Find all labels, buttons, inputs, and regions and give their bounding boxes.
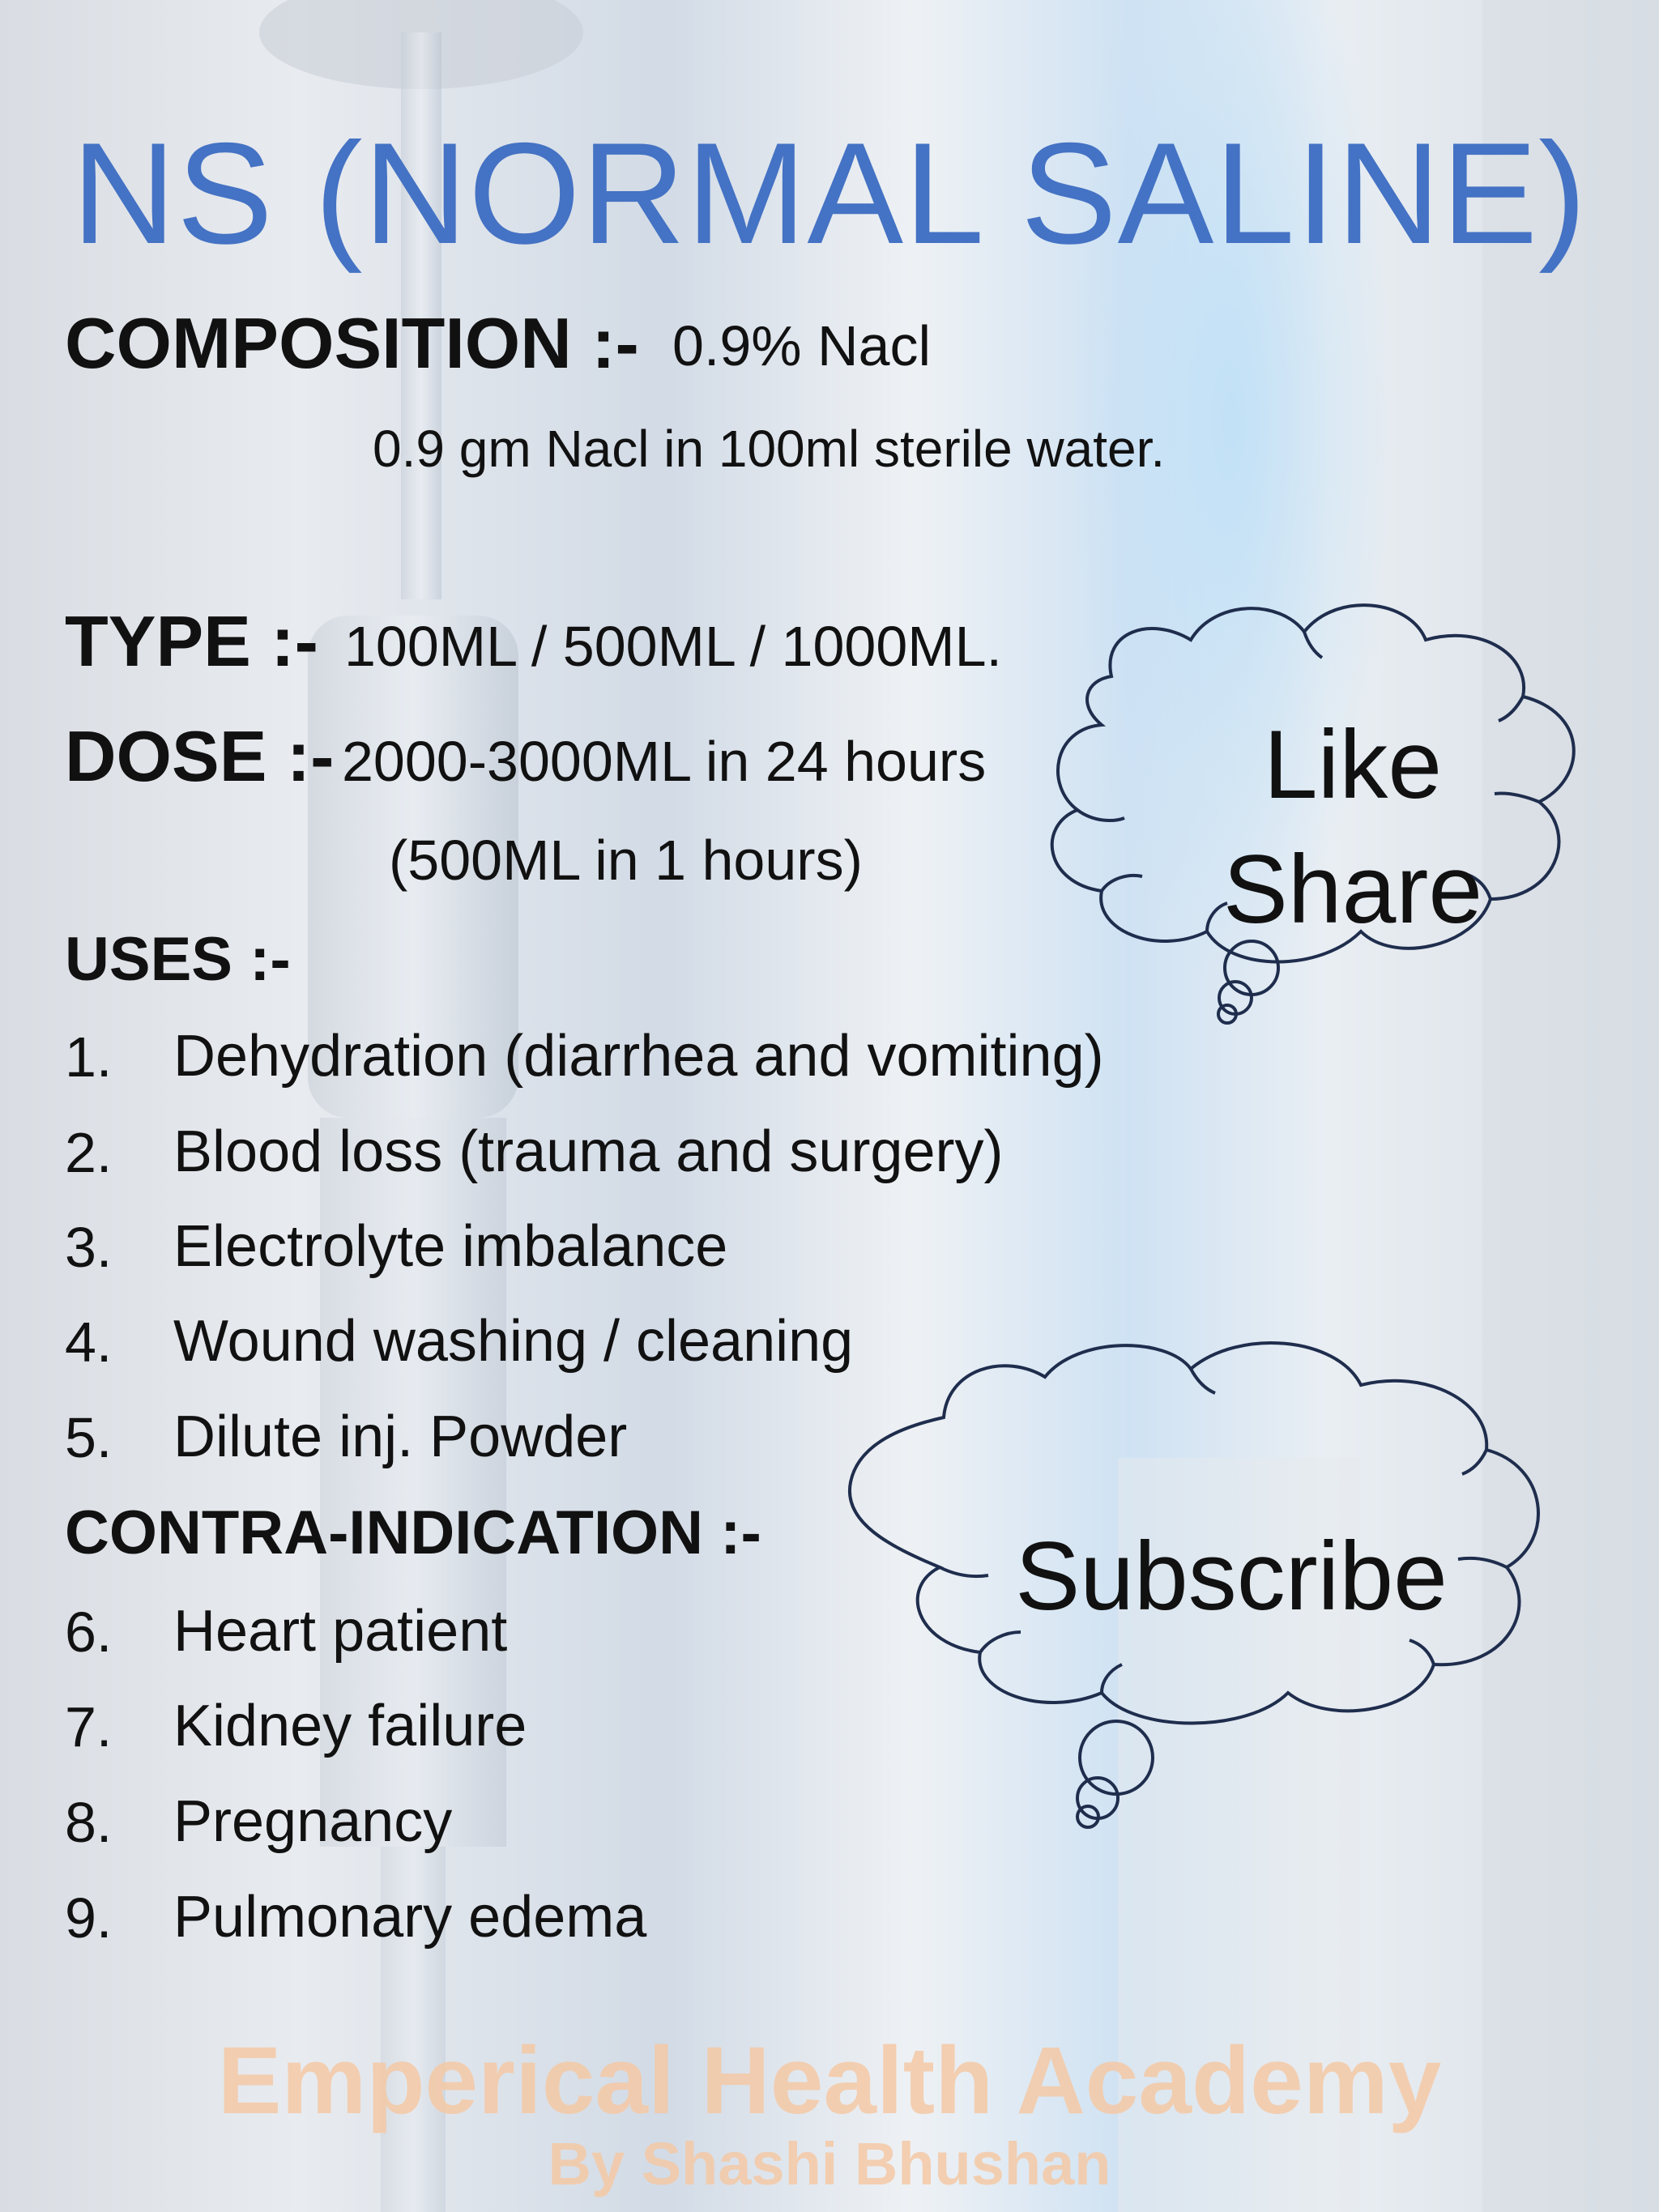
list-item-text: Pulmonary edema xyxy=(173,1885,647,1950)
list-item-text: Dilute inj. Powder xyxy=(173,1404,628,1469)
watermark-title: Emperical Health Academy xyxy=(217,2027,1442,2134)
list-number: 8. xyxy=(65,1791,113,1854)
page-title: NS (NORMAL SALINE) xyxy=(71,113,1588,274)
list-number: 2. xyxy=(65,1121,113,1184)
composition-label: COMPOSITION :- xyxy=(65,303,639,383)
watermark-subtitle: By Shashi Bhushan xyxy=(548,2130,1111,2197)
list-number: 4. xyxy=(65,1311,113,1374)
composition-value: 0.9% Nacl xyxy=(672,314,932,377)
list-item-text: Electrolyte imbalance xyxy=(173,1214,728,1279)
like-label: Like xyxy=(1263,710,1443,819)
subscribe-label: Subscribe xyxy=(1015,1522,1448,1630)
dose-value: 2000-3000ML in 24 hours xyxy=(342,730,987,793)
uses-heading: USES :- xyxy=(65,925,291,994)
list-item-text: Heart patient xyxy=(173,1599,508,1664)
list-item-text: Kidney failure xyxy=(173,1694,527,1758)
list-item-text: Blood loss (trauma and surgery) xyxy=(173,1119,1004,1184)
list-number: 3. xyxy=(65,1216,113,1279)
list-item-text: Dehydration (diarrhea and vomiting) xyxy=(173,1024,1104,1089)
dose-label: DOSE :- xyxy=(65,716,335,796)
composition-detail: 0.9 gm Nacl in 100ml sterile water. xyxy=(373,420,1166,478)
list-number: 7. xyxy=(65,1695,113,1758)
list-number: 6. xyxy=(65,1600,113,1664)
share-label: Share xyxy=(1222,834,1483,944)
like-share-text xyxy=(1207,703,1499,952)
type-value: 100ML / 500ML / 1000ML. xyxy=(344,615,1002,678)
type-label: TYPE :- xyxy=(65,601,318,681)
contra-heading: CONTRA-INDICATION :- xyxy=(65,1498,761,1567)
list-number: 5. xyxy=(65,1406,113,1469)
dose-detail: (500ML in 1 hours) xyxy=(389,829,863,892)
list-number: 9. xyxy=(65,1886,113,1950)
list-item-text: Pregnancy xyxy=(173,1789,453,1854)
list-number: 1. xyxy=(65,1025,113,1089)
list-item-text: Wound washing / cleaning xyxy=(173,1309,854,1374)
